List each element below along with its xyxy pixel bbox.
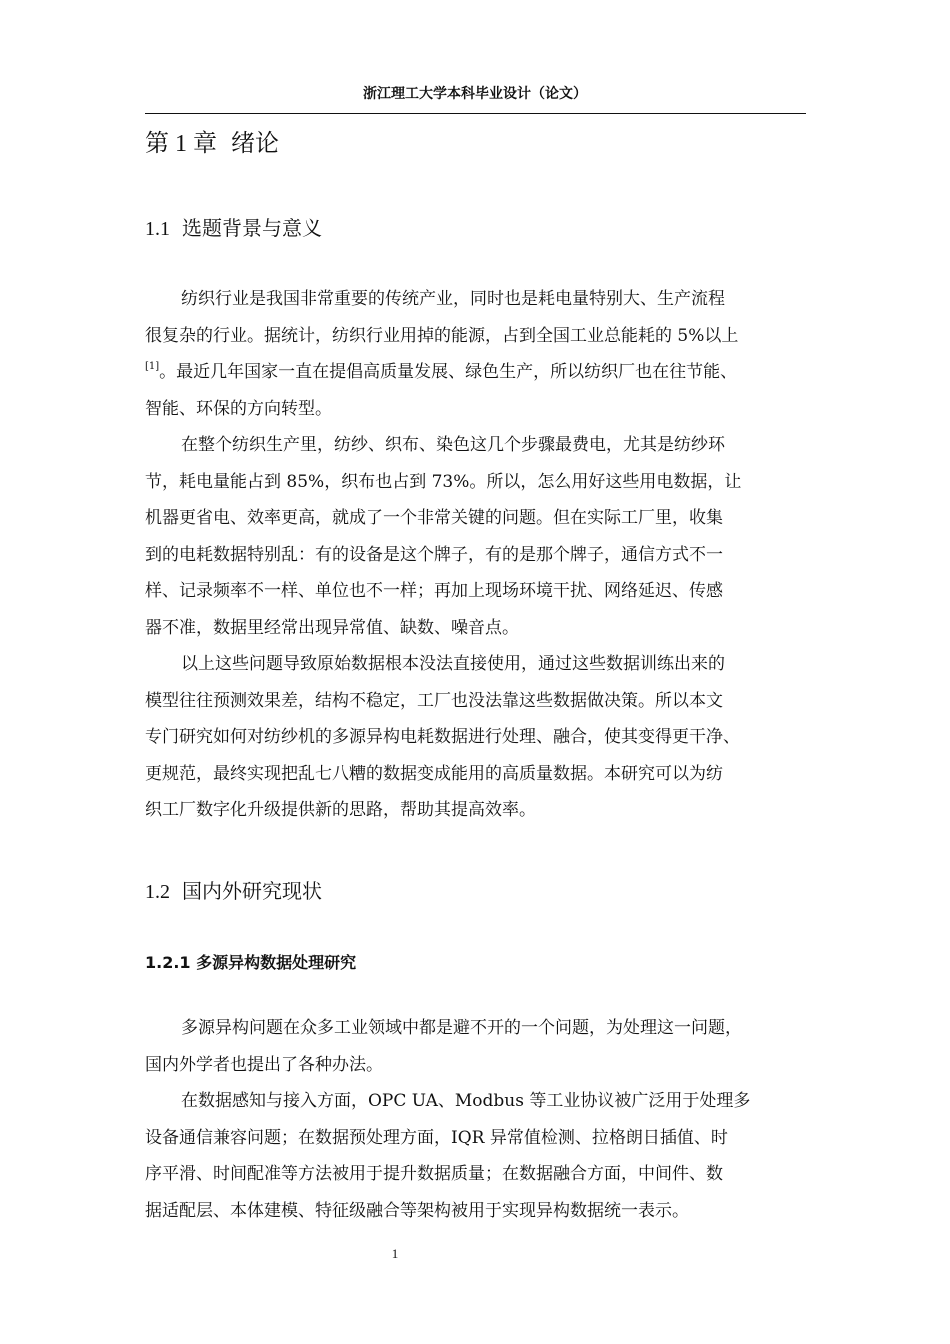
chapter-title: [145, 126, 279, 161]
paragraph-line: 织工厂数字化升级提供新的思路，帮助其提高效率。: [145, 800, 536, 820]
paragraph-line: 设备通信兼容问题；在数据预处理方面，IQR 异常值检测、拉格朗日插值、时: [145, 1127, 728, 1148]
section-name: 国内外研究现状: [182, 879, 322, 903]
paragraph-line: 节，耗电量能占到 85%，织布也占到 73%。所以，怎么用好这些用电数据，让: [145, 471, 742, 492]
paragraph-line: 模型往往预测效果差，结构不稳定，工厂也没法靠这些数据做决策。所以本文: [145, 690, 723, 711]
paragraph-line: 专门研究如何对纺纱机的多源异构电耗数据进行处理、融合，使其变得更干净、: [145, 727, 740, 747]
paragraph-line: 在数据感知与接入方面，OPC UA、Modbus 等工业协议被广泛用于处理多: [181, 1091, 751, 1111]
paragraph-2: [145, 427, 807, 646]
paragraph-line: 多源异构问题在众多工业领域中都是避不开的一个问题，为处理这一问题，: [181, 1018, 742, 1038]
section-number: 1.1: [145, 218, 170, 240]
section-title-1-1: [145, 213, 322, 244]
paragraph-line-text: 。最近几年国家一直在提倡高质量发展、绿色生产，所以纺织厂也在往节能、: [159, 362, 738, 382]
chapter-suffix: 章: [193, 129, 217, 157]
paragraph-line: [145, 354, 807, 391]
paragraph-line: 纺织行业是我国非常重要的传统产业，同时也是耗电量特别大、生产流程: [181, 289, 725, 309]
paragraph-line: 器不准，数据里经常出现异常值、缺数、噪音点。: [145, 617, 519, 638]
paragraph-line: 很复杂的行业。据统计，纺织行业用掉的能源，占到全国工业总能耗的 5%以上: [145, 325, 739, 346]
paragraph-line: 到的电耗数据特别乱：有的设备是这个牌子，有的是那个牌子，通信方式不一: [145, 544, 723, 565]
paragraph-4: [145, 1010, 807, 1083]
paragraph-line: 机器更省电、效率更高，就成了一个非常关键的问题。但在实际工厂里，收集: [145, 508, 723, 528]
citation: [1]: [145, 361, 160, 372]
chapter-prefix: 第: [145, 129, 169, 157]
paragraph-5: [145, 1083, 807, 1229]
subsection-title-1-2-1: 1.2.1 多源异构数据处理研究: [145, 953, 357, 972]
paragraph-line: 智能、环保的方向转型。: [145, 398, 332, 419]
paragraph-line: 更规范，最终实现把乱七八糟的数据变成能用的高质量数据。本研究可以为纺: [145, 763, 723, 784]
page-number: 1: [391, 1246, 399, 1261]
paragraph-1: [145, 281, 807, 427]
section-title-1-2: [145, 876, 322, 907]
paragraph-line: 国内外学者也提出了各种办法。: [145, 1054, 383, 1075]
chapter-name: 绪论: [231, 129, 279, 157]
paragraph-line: 样、记录频率不一样、单位也不一样；再加上现场环境干扰、网络延迟、传感: [145, 581, 723, 601]
header-rule: [145, 113, 806, 114]
section-number: 1.2: [145, 881, 170, 903]
chapter-number: 1: [175, 131, 187, 157]
paragraph-line: 据适配层、本体建模、特征级融合等架构被用于实现异构数据统一表示。: [145, 1200, 689, 1221]
paragraph-line: 以上这些问题导致原始数据根本没法直接使用，通过这些数据训练出来的: [181, 654, 725, 674]
section-name: 选题背景与意义: [182, 216, 322, 240]
paragraph-3: [145, 646, 807, 829]
running-header: 浙江理工大学本科毕业设计（论文）: [363, 86, 587, 102]
paragraph-line: 序平滑、时间配准等方法被用于提升数据质量；在数据融合方面，中间件、数: [145, 1164, 723, 1184]
paragraph-line: 在整个纺织生产里，纺纱、织布、染色这几个步骤最费电，尤其是纺纱环: [181, 435, 725, 455]
